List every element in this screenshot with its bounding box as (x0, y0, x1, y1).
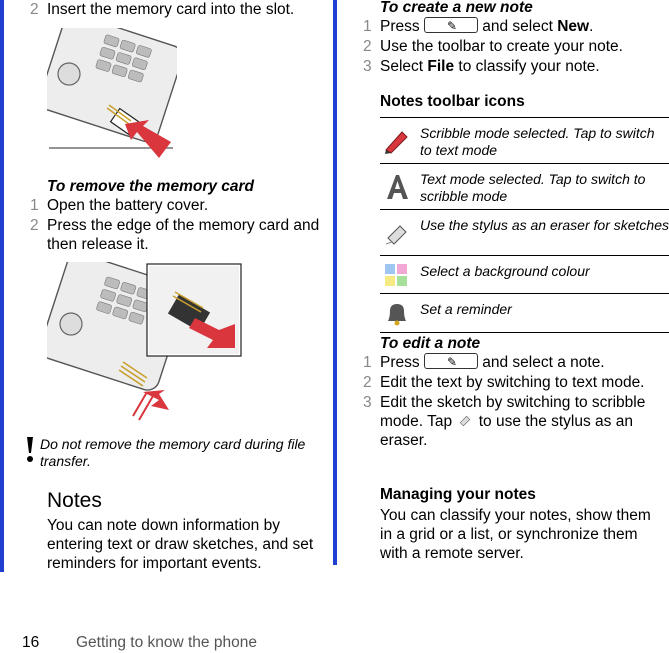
edit-step-1: 1 Press ✎ and select a note. (363, 354, 605, 371)
background-colour-icon (382, 262, 412, 288)
create-step-1: 1 Press ✎ and select New. (363, 18, 594, 35)
toolbar-row-text: Text mode selected. Tap to switch to scribble mode (420, 164, 669, 210)
toolbar-row-text: Use the stylus as an eraser for sketches (420, 210, 669, 256)
toolbar-icons-table (380, 117, 669, 333)
toolbar-row-text: Select a background colour (420, 256, 669, 294)
table-row (380, 294, 669, 333)
toolbar-heading: Notes toolbar icons (380, 93, 525, 110)
warning-note (30, 436, 325, 470)
edit-step-2: 2 Edit the text by switching to text mode. (363, 374, 645, 391)
edit-heading: To edit a note (380, 335, 481, 352)
eraser-icon (456, 412, 474, 428)
insert-step-text: Insert the memory card into the slot. (47, 1, 295, 18)
menu-key-icon: ✎ (424, 353, 478, 369)
scribble-pen-icon (382, 126, 412, 156)
manage-section (380, 485, 665, 563)
toolbar-row-text: Set a reminder (420, 294, 669, 333)
left-margin-bar (0, 0, 4, 572)
remove-step-2: 2 Press the edge of the memory card and then release it. (30, 217, 320, 253)
insert-memory-card-illustration (47, 28, 177, 158)
menu-key-icon: ✎ (424, 17, 478, 33)
table-row (380, 210, 669, 256)
manage-heading: Managing your notes (380, 486, 536, 503)
table-row (380, 256, 669, 294)
table-row (380, 118, 669, 164)
eraser-icon (382, 218, 412, 248)
create-heading: To create a new note (380, 0, 533, 16)
exclamation-icon (26, 437, 34, 463)
manage-text: You can classify your notes, show them in a grid or a list, or synchronize them with a remote server. (380, 507, 651, 562)
section-title: Getting to know the phone (76, 634, 257, 651)
notes-heading: Notes (47, 489, 102, 512)
edit-note-section (363, 334, 663, 451)
reminder-bell-icon (382, 299, 412, 327)
create-note-section (363, 0, 663, 77)
notes-section (47, 489, 327, 573)
toolbar-row-text: Scribble mode selected. Tap to switch to text mode (420, 118, 669, 164)
text-mode-icon (382, 172, 412, 202)
edit-step-3: 3 Edit the sketch by switching to scribble mode. Tap to use the stylus as an eraser. (363, 394, 646, 449)
left-column (30, 0, 325, 20)
remove-heading: To remove the memory card (47, 178, 255, 195)
middle-margin-bar (333, 0, 337, 565)
remove-step-1: 1 Open the battery cover. (30, 197, 209, 214)
table-row (380, 164, 669, 210)
warning-text: Do not remove the memory card during file transfer. (40, 436, 306, 469)
remove-section (30, 177, 325, 255)
page-number: 16 (22, 634, 40, 651)
create-step-2: 2 Use the toolbar to create your note. (363, 38, 623, 55)
remove-memory-card-illustration (47, 262, 247, 422)
create-step-3: 3 Select File to classify your note. (363, 58, 600, 75)
insert-step: 2 Insert the memory card into the slot. (30, 1, 295, 18)
notes-description: You can note down information by entering text or draw sketches, and set reminders for important events. (47, 517, 314, 572)
